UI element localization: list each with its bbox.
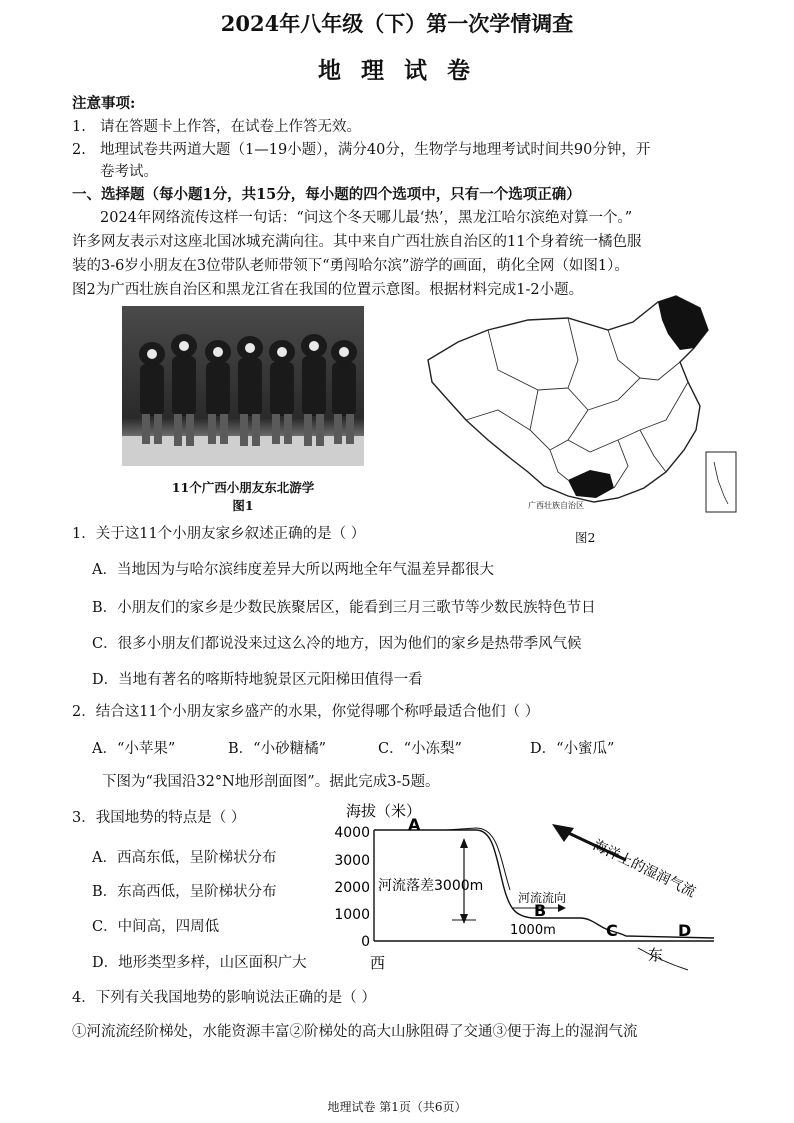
question-3-stem: 3．我国地势的特点是（ ） (72, 810, 246, 826)
children-photo (122, 306, 364, 466)
question-2-option-c: C．“小冻梨” (378, 741, 462, 757)
questions-3-5-intro: 下图为“我国沿32°N地形剖面图”。据此完成3-5题。 (102, 774, 440, 790)
question-3-option-d: D．地形类型多样，山区面积广大 (92, 955, 307, 971)
question-4-statements: ①河流流经阶梯处，水能资源丰富②阶梯处的高大山脉阻碍了交通③便于海上的湿润气流 (72, 1024, 638, 1040)
ytick-3000: 3000 (334, 853, 370, 869)
figure2-label: 图2 (575, 530, 596, 545)
question-3-option-a: A．西高东低，呈阶梯状分布 (92, 850, 277, 866)
heilongjiang-region (658, 296, 708, 350)
exam-subject: 地 理 试 卷 (317, 57, 477, 84)
notice-item-2-cont: 卷考试。 (100, 164, 158, 180)
exam-title: 2024年八年级（下）第一次学情调查 (220, 11, 574, 36)
point-d: D (678, 921, 692, 940)
question-2-option-b: B．“小砂糖橘” (228, 741, 326, 757)
terrain-profile-diagram (326, 798, 720, 978)
question-4-stem: 4．下列有关我国地势的影响说法正确的是（ ） (72, 990, 376, 1006)
page-footer: 地理试卷 第1页（共6页） (327, 1100, 467, 1114)
question-2-option-a: A．“小苹果” (92, 741, 176, 757)
passage-line-1: 2024年网络流传这样一句话：“问这个冬天哪儿最‘热’，黑龙江哈尔滨绝对算一个。” (100, 210, 633, 226)
section-heading: 一、选择题（每小题1分，共15分，每小题的四个选项中，只有一个选项正确） (72, 186, 581, 203)
point-c: C (606, 921, 618, 940)
drop-label: 河流落差3000m (378, 878, 484, 894)
notice-item-2: 地理试卷共两道大题（1—19小题），满分40分，生物学与地理考试时间共90分钟，开 (100, 142, 651, 158)
passage-line-4: 图2为广西壮族自治区和黑龙江省在我国的位置示意图。根据材料完成1-2小题。 (72, 282, 584, 298)
passage-line-3: 装的3-6岁小朋友在3位带队老师带领下“勇闯哈尔滨”游学的画面，萌化全网（如图1）。 (72, 258, 629, 274)
notice-item-2-num: 2. (72, 142, 86, 158)
question-3-option-c: C．中间高，四周低 (92, 919, 220, 935)
question-1-option-a: A．当地因为与哈尔滨纬度差异大所以两地全年气温差异都很大 (92, 562, 494, 578)
figure1-caption: 11个广西小朋友东北游学 (171, 480, 315, 495)
ytick-0: 0 (361, 934, 370, 950)
question-1-stem: 1．关于这11个小朋友家乡叙述正确的是（ ） (72, 526, 366, 542)
question-1-option-d: D．当地有著名的喀斯特地貌景区元阳梯田值得一看 (92, 672, 423, 688)
question-2-stem: 2．结合这11个小朋友家乡盛产的水果，你觉得哪个称呼最适合他们（ ） (72, 704, 540, 720)
guangxi-label: 广西壮族自治区 (528, 501, 584, 510)
depth-label: 1000m (510, 923, 556, 938)
point-a: A (408, 815, 421, 834)
notice-heading: 注意事项: (72, 95, 136, 112)
west-label: 西 (370, 954, 386, 972)
point-b: B (534, 901, 547, 920)
notice-item-1-num: 1. (72, 119, 86, 135)
flow-label: 河流流向 (518, 891, 567, 905)
ytick-2000: 2000 (334, 880, 370, 896)
passage-line-2: 许多网友表示对这座北国冰城充满向往。其中来自广西壮族自治区的11个身着统一橘色服 (72, 234, 642, 250)
question-1-option-c: C．很多小朋友们都说没来过这么冷的地方，因为他们的家乡是热带季风气候 (92, 636, 582, 652)
guangxi-region (568, 470, 614, 498)
question-2-option-d: D．“小蜜瓜” (530, 741, 615, 757)
china-map (418, 290, 740, 520)
profile-ylabel: 海拔（米） (346, 802, 422, 820)
question-1-option-b: B．小朋友们的家乡是少数民族聚居区，能看到三月三歌节等少数民族特色节日 (92, 600, 596, 616)
figure1-label: 图1 (232, 498, 254, 513)
ytick-1000: 1000 (334, 907, 370, 923)
question-3-option-b: B．东高西低，呈阶梯状分布 (92, 884, 277, 900)
ytick-4000: 4000 (334, 825, 370, 841)
east-label: 东 (648, 946, 664, 964)
notice-item-1: 请在答题卡上作答，在试卷上作答无效。 (100, 119, 361, 135)
wind-label: 海洋上的湿润气流 (590, 837, 698, 901)
